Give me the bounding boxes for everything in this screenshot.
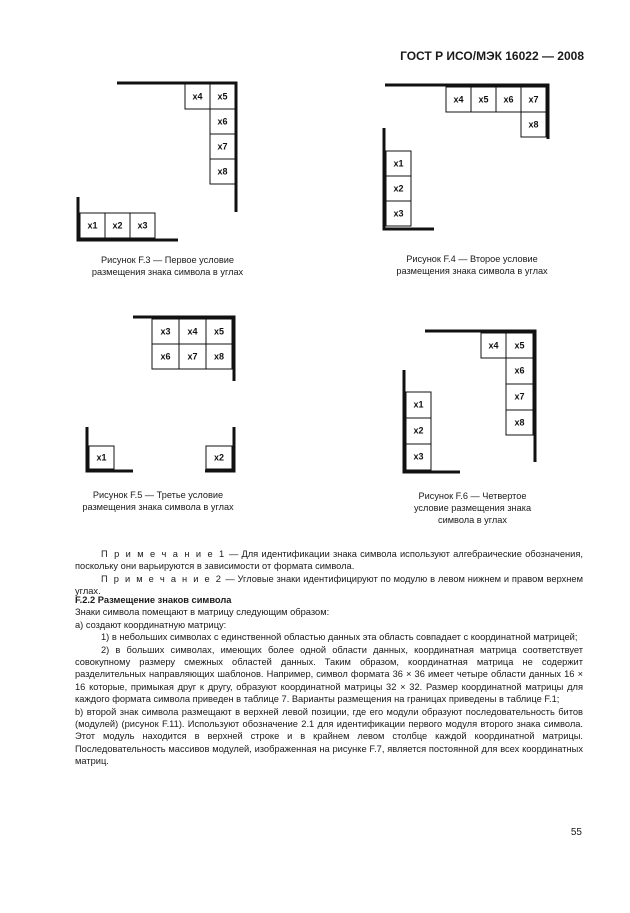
item-a1: 1) в небольших символах с единственной областью данных эта область совпадает с координатной матрицей; xyxy=(101,632,578,643)
item-a2: 2) в больших символах, имеющих более одной области данных, координатная матрица соответствует совокупному размеру смежных областей данных. Таким образом, координатная матрица не содержит разделительных направляющих шаблонов. Например, символ формата 36 × 36 имеет четыре области данных 16 × 16 которые, примыкая друг к другу, образуют координатной матрицы 32 × 32. Размер координатной матрицы для каждого формата символа приведен в таблице 7. Варианты размещения на границах приведены в таблице F.1; xyxy=(75,644,583,705)
f4-cell-x1: x1 xyxy=(393,158,404,169)
note-2-text: — Угловые знаки идентифицируют по модулю в левом нижнем и правом верхнем углах. xyxy=(75,573,583,597)
page-number: 55 xyxy=(570,827,582,838)
f5-cell-x3: x3 xyxy=(160,326,171,337)
figure-f4 xyxy=(384,85,548,229)
f4-cell-x8: x8 xyxy=(528,119,539,130)
f5-cell-x8: x8 xyxy=(213,351,225,362)
f4-cell-x3: x3 xyxy=(393,208,404,219)
figure-f5 xyxy=(87,317,234,471)
f5-cell-x1: x1 xyxy=(96,452,107,463)
note-2-label: П р и м е ч а н и е 2 xyxy=(101,573,223,584)
f3-cell-x3: x3 xyxy=(137,220,148,231)
note-1-label: П р и м е ч а н и е 1 xyxy=(101,549,226,559)
f3-cell-x8: x8 xyxy=(217,166,228,177)
f4-cell-x6: x6 xyxy=(503,94,514,105)
f5-cell-x5: x5 xyxy=(213,326,225,337)
notes-block xyxy=(75,548,583,598)
f6-cell-x6: x6 xyxy=(514,365,525,376)
f5-cell-x2: x2 xyxy=(213,452,225,463)
f5-cell-x7: x7 xyxy=(187,351,198,362)
f6-cell-x7: x7 xyxy=(514,391,525,402)
f6-cell-x3: x3 xyxy=(413,451,424,462)
f3-cell-x1: x1 xyxy=(87,220,98,231)
item-b: b) второй знак символа размещают в верхней левой позиции, где его модули образуют последовательность битов (модулей) (рисунок F.11). Используют обозначение 2.1 для идентификации первого модуля второго знака символа. Этот модуль находится в верхней строке и в крайнем левом столбце каждой координатной матрицы. Последовательность массивов модулей, изображенная на рисунке F.7, является постоянной для всех координатных матриц. xyxy=(75,706,583,767)
f3-cell-x2: x2 xyxy=(112,220,123,231)
f6-cell-x4: x4 xyxy=(488,340,499,351)
document-header: ГОСТ Р ИСО/МЭК 16022 — 2008 xyxy=(400,49,584,63)
f4-cell-x7: x7 xyxy=(528,94,539,105)
figure-f3-caption: Рисунок F.3 — Первое условие размещения знака символа в углах xyxy=(91,255,244,277)
figure-f5-caption: Рисунок F.5 — Третье условие размещения знака символа в углах xyxy=(82,490,234,512)
f5-cell-x6: x6 xyxy=(160,351,171,362)
section-heading: F.2.2 Размещение знаков символа xyxy=(75,595,232,605)
figure-f4-caption: Рисунок F.4 — Второе условие размещения знака символа в углах xyxy=(396,254,548,276)
f5-cell-x4: x4 xyxy=(187,326,198,337)
f3-cell-x5: x5 xyxy=(217,91,228,102)
figure-f3 xyxy=(78,83,236,240)
figure-f6-caption: Рисунок F.6 — Четвертое условие размещения знака символа в углах xyxy=(413,491,532,525)
f3-cell-x7: x7 xyxy=(217,141,228,152)
note-1 xyxy=(75,548,583,573)
note-1-text: — Для идентификации знака символа используют алгебраические обозначения, поскольку они варьируются в зависимости от формата символа. xyxy=(75,549,583,572)
f6-cell-x1: x1 xyxy=(413,399,424,410)
item-a: а) создают координатную матрицу: xyxy=(75,619,227,630)
f4-cell-x5: x5 xyxy=(478,94,489,105)
section-intro: Знаки символа помещают в матрицу следующим образом: xyxy=(75,607,330,618)
f4-cell-x2: x2 xyxy=(393,183,404,194)
f3-cell-x4: x4 xyxy=(192,91,203,102)
f4-cell-x4: x4 xyxy=(453,94,464,105)
f3-cell-x6: x6 xyxy=(217,116,228,127)
figure-f6 xyxy=(404,331,535,472)
f6-cell-x2: x2 xyxy=(413,425,424,436)
f6-cell-x5: x5 xyxy=(514,340,525,351)
section-f22 xyxy=(75,594,583,768)
f6-cell-x8: x8 xyxy=(514,417,525,428)
